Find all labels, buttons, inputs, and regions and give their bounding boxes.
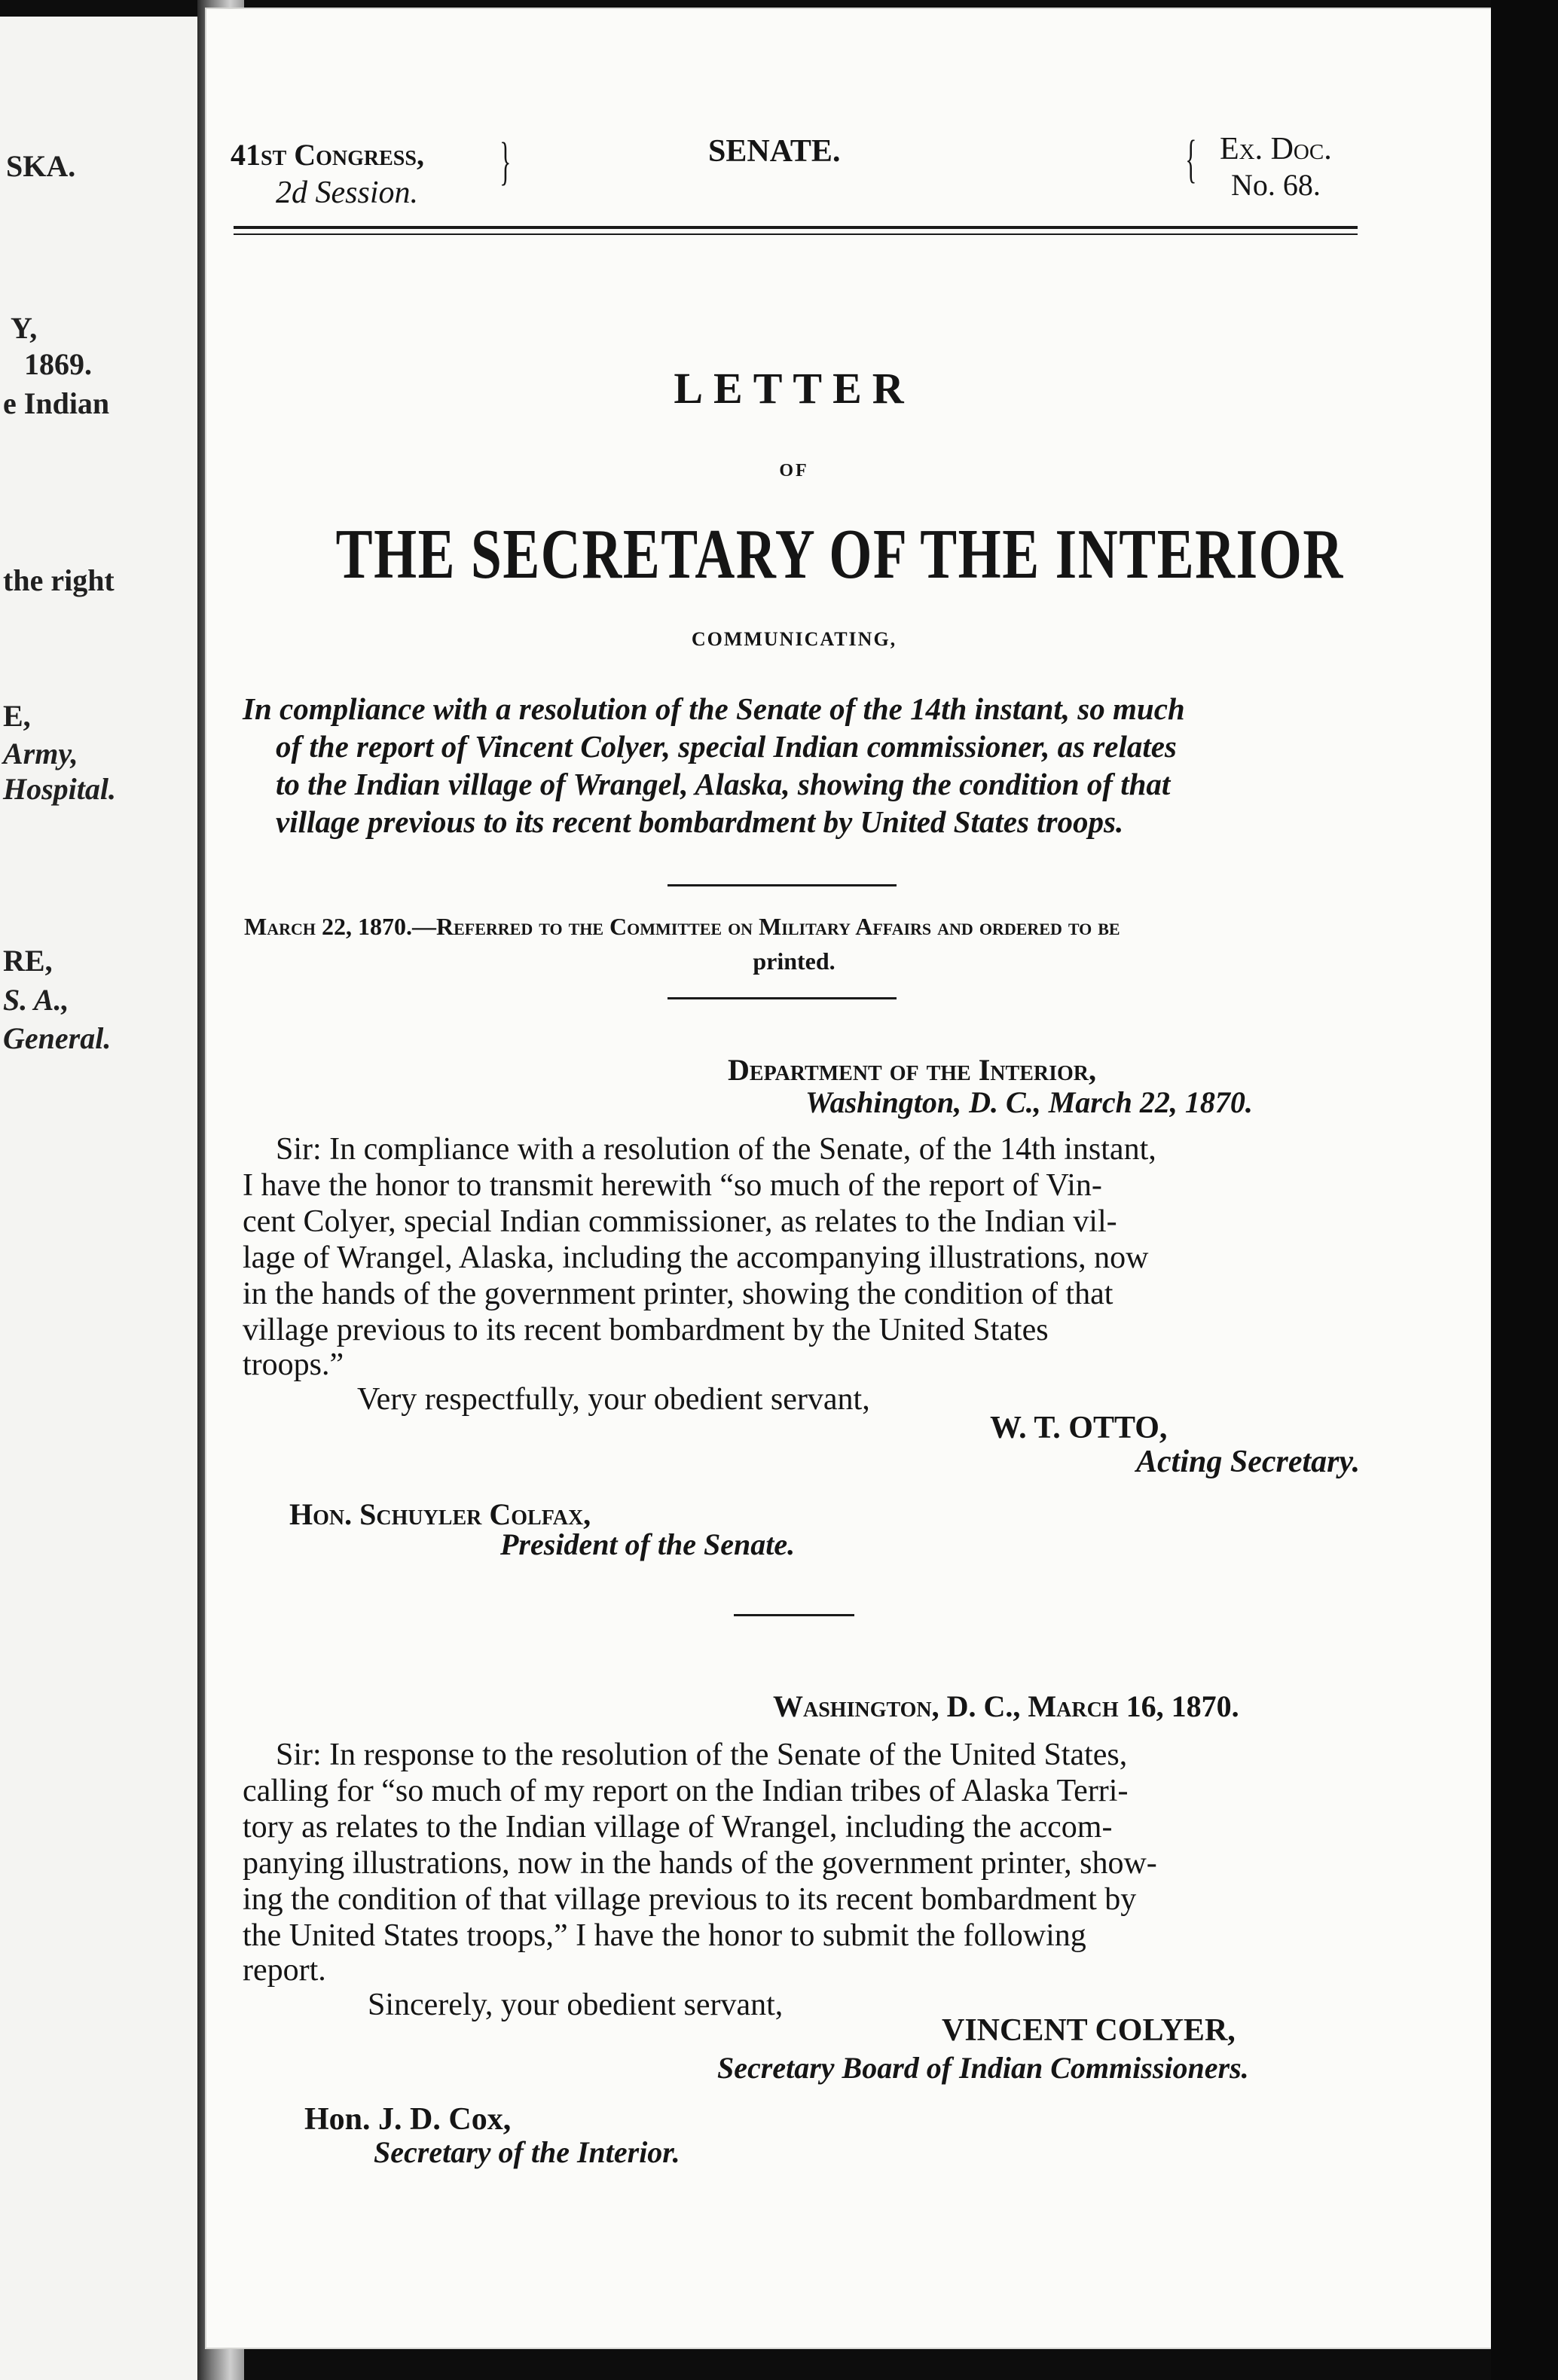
letter-body-line: panying illustrations, now in the hands of the government printer, show-	[243, 1846, 1157, 1881]
letter-body-line: village previous to its recent bombardment by the United States	[243, 1313, 1049, 1347]
letter-body-line: calling for “so much of my report on the Indian tribes of Alaska Terri-	[243, 1774, 1129, 1808]
addressee-title: President of the Senate.	[500, 1527, 796, 1561]
summary-line: of the report of Vincent Colyer, special Indian commissioner, as relates	[276, 729, 1177, 764]
divider	[667, 997, 897, 999]
facing-page-fragment: E,	[3, 699, 31, 733]
addressee-title: Secretary of the Interior.	[374, 2135, 680, 2169]
congress-label: 41st Congress,	[231, 138, 424, 172]
letter-body-line: I have the honor to transmit herewith “so much of the report of Vin-	[243, 1168, 1102, 1203]
divider	[667, 884, 897, 886]
letter-place-date: Washington, D. C., March 22, 1870.	[805, 1085, 1253, 1119]
referral-line: March 22, 1870.—Referred to the Committee on Military Affairs and ordered to be	[244, 913, 1120, 940]
letter-body-line: the United States troops,” I have the honor to submit the following	[243, 1918, 1086, 1953]
letter-body-line: Sir: In response to the resolution of the Senate of the United States,	[276, 1738, 1128, 1772]
letter-body-line: Sir: In compliance with a resolution of the Senate, of the 14th instant,	[276, 1132, 1156, 1167]
letter-body-line: lage of Wrangel, Alaska, including the accompanying illustrations, now	[243, 1240, 1149, 1275]
facing-page-fragment: the right	[3, 563, 115, 597]
addressee-name: Hon. J. D. Cox,	[304, 2102, 512, 2137]
left-brace: }	[499, 133, 512, 191]
facing-page-fragment: 1869.	[24, 347, 92, 381]
letter-body-line: cent Colyer, special Indian commissioner, as relates to the Indian vil-	[243, 1204, 1117, 1239]
facing-page	[0, 17, 197, 2380]
summary-line: In compliance with a resolution of the Senate of the 14th instant, so much	[243, 691, 1185, 726]
letter-body-line: report.	[243, 1953, 326, 1988]
letter-closing: Sincerely, your obedient servant,	[368, 1988, 784, 2022]
letter-body-line: tory as relates to the Indian village of Wrangel, including the accom-	[243, 1810, 1113, 1844]
facing-page-fragment: Army,	[3, 737, 78, 770]
facing-page-fragment: Y,	[11, 311, 38, 345]
of-heading: OF	[779, 461, 809, 481]
doc-label: Ex. Doc.	[1220, 132, 1332, 166]
signer-title: Acting Secretary.	[1136, 1445, 1361, 1479]
doc-number: No. 68.	[1231, 168, 1321, 202]
letter-body-line: in the hands of the government printer, showing the condition of that	[243, 1277, 1114, 1311]
summary-line: village previous to its recent bombardment by United States troops.	[276, 804, 1124, 839]
header-rule-thin	[234, 233, 1358, 235]
summary-line: to the Indian village of Wrangel, Alaska, showing the condition of that	[276, 767, 1171, 801]
letter-body-line: troops.”	[243, 1347, 344, 1382]
divider	[734, 1614, 854, 1616]
signer-name: W. T. OTTO,	[990, 1411, 1168, 1445]
signer-name: VINCENT COLYER,	[942, 2013, 1236, 2048]
signer-title: Secretary Board of Indian Commissioners.	[717, 2051, 1249, 2085]
letter-heading: LETTER	[674, 364, 915, 413]
addressee-name: Hon. Schuyler Colfax,	[289, 1497, 591, 1531]
document-page	[206, 9, 1491, 2348]
department-heading: Department of the Interior,	[728, 1053, 1096, 1087]
facing-page-fragment: RE,	[3, 944, 53, 978]
facing-page-fragment: Hospital.	[3, 772, 117, 806]
facing-page-fragment: e Indian	[3, 386, 110, 420]
letter-body-line: ing the condition of that village previous to its recent bombardment by	[243, 1882, 1137, 1917]
scan-border	[1491, 0, 1558, 2380]
letter-closing: Very respectfully, your obedient servant,	[357, 1382, 870, 1417]
facing-page-fragment: General.	[3, 1021, 112, 1055]
facing-page-fragment: SKA.	[6, 149, 76, 183]
right-brace: {	[1185, 130, 1197, 188]
communicating-label: COMMUNICATING,	[691, 628, 897, 650]
session-label: 2d Session.	[276, 175, 418, 210]
header-rule	[234, 226, 1358, 229]
letter-place-date: Washington, D. C., March 16, 1870.	[773, 1689, 1239, 1723]
facing-page-fragment: S. A.,	[3, 983, 69, 1017]
referral-line: printed.	[753, 947, 836, 975]
main-title: THE SECRETARY OF THE INTERIOR	[335, 515, 1344, 593]
chamber-title: SENATE.	[708, 134, 841, 169]
